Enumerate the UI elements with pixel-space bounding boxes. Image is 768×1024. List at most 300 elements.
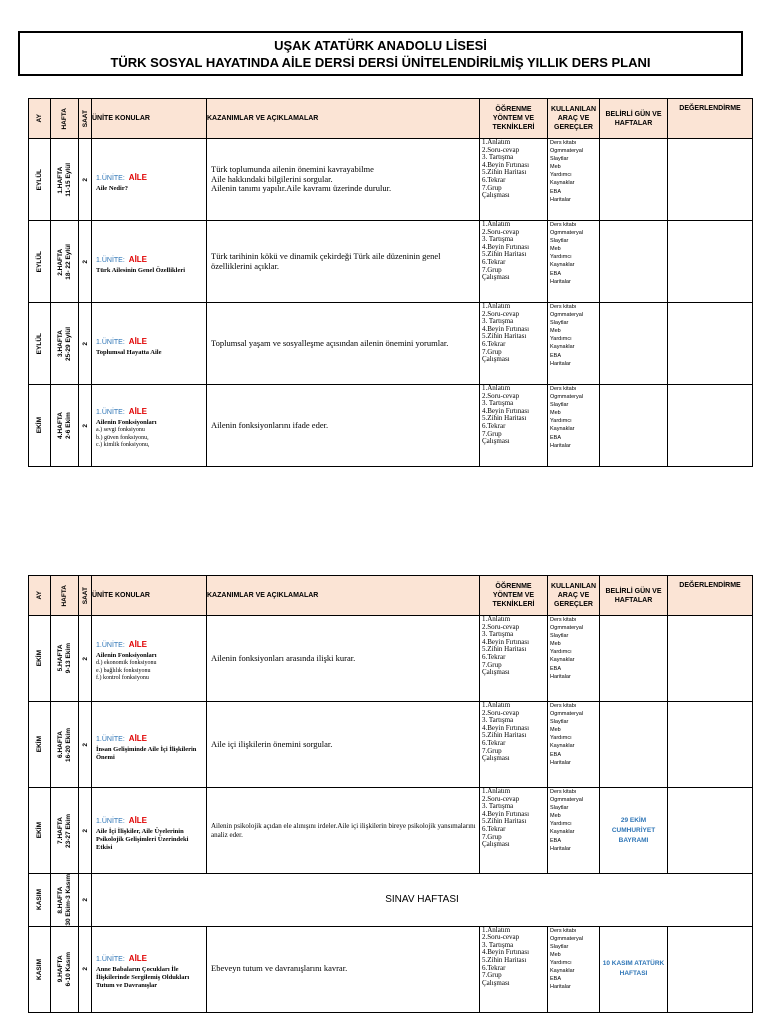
plan-title: TÜRK SOSYAL HAYATINDA AİLE DERSİ DERSİ ÜNİTELENDİRİLMİŞ YILLIK DERS PLANI <box>110 55 651 70</box>
method-item: 2.Soru-cevap <box>482 933 520 942</box>
method-item: 6.Tekrar <box>482 738 506 747</box>
week-dates: 16-20 Ekim <box>64 727 72 762</box>
method-item: 3. Tartışma <box>482 802 514 811</box>
method-item: Çalışması <box>482 191 510 200</box>
method-item: 3. Tartışma <box>482 399 514 408</box>
material-item: Ders kitabı <box>550 386 577 392</box>
method-item: 1.Anlatım <box>482 384 511 392</box>
material-item: Kaynaklar <box>550 829 575 836</box>
outcome-text: Ailenin tanımı yapılır.Aile kavramı üzerinde durulur. <box>211 183 392 194</box>
special-day-cell <box>600 788 668 874</box>
material-item: EBA <box>550 352 562 359</box>
topic-title: Ailenin Fonksiyonları <box>96 419 157 427</box>
material-item: Haritalar <box>550 845 571 852</box>
exam-week-label: SINAV HAFTASI <box>385 894 459 906</box>
table-header-row <box>29 576 753 616</box>
material-item: Meb <box>550 410 561 417</box>
unit-name: AİLE <box>128 407 148 417</box>
method-item: 1.Anlatım <box>482 701 511 709</box>
material-item: Kaynaklar <box>550 743 575 750</box>
hours-cell <box>79 926 92 1012</box>
unit-number: 1.ÜNİTE: <box>96 735 125 743</box>
month-label: KASIM <box>35 958 43 980</box>
material-item: Meb <box>550 164 561 171</box>
method-item: 7.Grup <box>482 832 502 841</box>
header-ay: AY <box>29 99 51 139</box>
method-item: Çalışması <box>482 273 510 282</box>
plan-table-2 <box>28 575 753 1013</box>
methods-cell <box>480 139 548 221</box>
method-item: 4.Beyin Fırtınası <box>482 324 530 333</box>
material-item: Ogmmateryal <box>550 711 584 718</box>
topic-title: Ailenin Fonksiyonları <box>96 652 157 660</box>
method-item: Çalışması <box>482 840 510 849</box>
material-item: Ogmmateryal <box>550 230 584 237</box>
evaluation-cell <box>668 616 753 702</box>
week-dates: 30 Ekim-3 Kasım <box>64 874 72 926</box>
hours-value: 2 <box>81 828 89 833</box>
method-item: 6.Tekrar <box>482 339 506 348</box>
material-item: Kaynaklar <box>550 657 575 664</box>
method-item: 4.Beyin Fırtınası <box>482 948 530 957</box>
hours-value: 2 <box>81 898 89 902</box>
week-dates: 11-15 Eylül <box>64 162 72 197</box>
week-dates: 23-27 Ekim <box>64 813 72 848</box>
method-item: 7.Grup <box>482 429 502 438</box>
hours-value: 2 <box>81 656 89 661</box>
evaluation-cell <box>668 702 753 788</box>
material-item: Yardımcı <box>550 336 572 343</box>
materials-cell <box>548 303 600 385</box>
material-item: Slaytlar <box>550 943 569 950</box>
week-label <box>57 163 73 197</box>
method-item: 3. Tartışma <box>482 940 514 949</box>
topic-title: Türk Ailesinin Genel Özellikleri <box>96 266 186 274</box>
special-day-cell <box>600 221 668 303</box>
month-label: EYLÜL <box>35 332 43 355</box>
unit-heading <box>96 728 206 746</box>
material-item: Slaytlar <box>550 238 569 245</box>
material-item: Slaytlar <box>550 156 569 163</box>
week-cell <box>51 303 79 385</box>
month-label: EKİM <box>35 736 43 753</box>
week-dates: 25-29 Eylül <box>64 326 72 361</box>
hours-cell <box>79 221 92 303</box>
evaluation-cell <box>668 926 753 1012</box>
method-item: Çalışması <box>482 437 510 446</box>
header-arac: KULLANILAN ARAÇ VE GEREÇLER <box>548 576 600 616</box>
unit-number: 1.ÜNİTE: <box>96 956 125 964</box>
week-cell <box>51 385 79 467</box>
material-item: Ogmmateryal <box>550 797 584 804</box>
method-item: 7.Grup <box>482 971 502 980</box>
method-item: 7.Grup <box>482 660 502 669</box>
unit-topic-cell <box>92 788 207 874</box>
unit-heading <box>96 634 206 652</box>
method-item: 2.Soru-cevap <box>482 227 520 236</box>
material-item: Haritalar <box>550 442 571 449</box>
unit-heading <box>96 249 206 267</box>
topic-title: Toplumsal Hayatta Aile <box>96 348 162 356</box>
topic-title: Aile Nedir? <box>96 184 128 192</box>
method-item: 7.Grup <box>482 746 502 755</box>
method-item: Çalışması <box>482 355 510 364</box>
week-cell <box>51 702 79 788</box>
week-cell <box>51 926 79 1012</box>
unit-name: AİLE <box>128 815 148 825</box>
method-item: 6.Tekrar <box>482 652 506 661</box>
header-gun: BELİRLİ GÜN VE HAFTALAR <box>600 576 668 616</box>
method-item: 5.Zihin Haritası <box>482 250 527 259</box>
material-item: Meb <box>550 951 561 958</box>
material-item: Haritalar <box>550 673 571 680</box>
week-dates: 9-13 Ekim <box>64 643 72 674</box>
header-saat: SAAT <box>79 576 92 616</box>
week-label <box>57 952 73 986</box>
outcome-cell <box>207 221 480 303</box>
header-gun: BELİRLİ GÜN VE HAFTALAR <box>600 99 668 139</box>
material-item: Yardımcı <box>550 735 572 742</box>
method-item: 1.Anlatım <box>482 138 511 146</box>
outcome-cell <box>207 303 480 385</box>
evaluation-cell <box>668 385 753 467</box>
outcome-text: Ailenin fonksiyonlarını ifade eder. <box>211 419 329 430</box>
hours-cell <box>79 702 92 788</box>
material-item: Ders kitabı <box>550 222 577 228</box>
month-cell <box>29 385 51 467</box>
material-item: EBA <box>550 665 562 672</box>
outcome-text: Toplumsal yaşam ve sosyalleşme açısından ailenin önemini yorumlar. <box>211 337 449 348</box>
hours-cell <box>79 874 92 927</box>
material-item: Yardımcı <box>550 960 572 967</box>
methods-cell <box>480 303 548 385</box>
outcome-cell <box>207 616 480 702</box>
special-day-label: 10 KASIM ATATÜRK HAFTASI <box>602 960 665 978</box>
material-item: EBA <box>550 188 562 195</box>
exam-week-cell <box>92 874 753 927</box>
material-item: Yardımcı <box>550 254 572 261</box>
header-degerlendirme: DEĞERLENDİRME <box>668 576 753 616</box>
material-item: Ders kitabı <box>550 617 577 623</box>
unit-number: 1.ÜNİTE: <box>96 256 125 264</box>
month-cell <box>29 926 51 1012</box>
material-item: Yardımcı <box>550 172 572 179</box>
outcome-text: Ailenin fonksiyonları arasında ilişki kurar. <box>211 652 356 663</box>
special-day-cell <box>600 616 668 702</box>
unit-heading <box>96 331 206 349</box>
material-item: Meb <box>550 328 561 335</box>
material-item: EBA <box>550 270 562 277</box>
unit-number: 1.ÜNİTE: <box>96 174 125 182</box>
method-item: 5.Zihin Haritası <box>482 817 527 826</box>
outcome-text: Aile içi ilişkilerin önemini sorgular. <box>211 738 333 749</box>
week-cell <box>51 788 79 874</box>
method-item: 3. Tartışma <box>482 153 514 162</box>
method-item: 7.Grup <box>482 347 502 356</box>
hours-value: 2 <box>81 259 89 264</box>
material-item: Haritalar <box>550 984 571 991</box>
materials-cell <box>548 702 600 788</box>
method-item: 2.Soru-cevap <box>482 145 520 154</box>
unit-name: AİLE <box>128 336 148 346</box>
material-item: Slaytlar <box>550 719 569 726</box>
week-number: 8.HAFTA <box>56 886 64 914</box>
materials-cell <box>548 139 600 221</box>
month-label: EKİM <box>35 822 43 839</box>
month-cell <box>29 702 51 788</box>
header-kazanim: KAZANIMLAR VE AÇIKLAMALAR <box>207 99 480 139</box>
hours-value: 2 <box>81 341 89 346</box>
material-item: EBA <box>550 751 562 758</box>
material-item: Haritalar <box>550 196 571 203</box>
month-label: EKİM <box>35 417 43 434</box>
material-item: Kaynaklar <box>550 968 575 975</box>
topic-title: Aile İçi İlişkiler, Aile Üyelerinin Psikolojik Gelişimleri Üzerindeki Etkisi <box>96 827 189 851</box>
hours-cell <box>79 616 92 702</box>
method-item: 5.Zihin Haritası <box>482 168 527 177</box>
week-label <box>57 874 73 926</box>
method-item: 4.Beyin Fırtınası <box>482 723 530 732</box>
method-item: Çalışması <box>482 978 510 987</box>
table-row <box>29 385 753 467</box>
method-item: 4.Beyin Fırtınası <box>482 809 530 818</box>
unit-topic-cell <box>92 139 207 221</box>
materials-cell <box>548 616 600 702</box>
methods-cell <box>480 788 548 874</box>
header-hafta: HAFTA <box>51 99 79 139</box>
hours-cell <box>79 303 92 385</box>
table-row <box>29 139 753 221</box>
method-item: 2.Soru-cevap <box>482 309 520 318</box>
method-item: Çalışması <box>482 754 510 763</box>
header-yontem: ÖĞRENME YÖNTEM VE TEKNİKLERİ <box>480 576 548 616</box>
hours-cell <box>79 139 92 221</box>
special-day-cell <box>600 303 668 385</box>
material-item: Ders kitabı <box>550 927 577 934</box>
outcome-text: Ebeveyn tutum ve davranışlarını kavrar. <box>211 963 348 974</box>
week-label <box>57 728 73 762</box>
method-item: 3. Tartışma <box>482 235 514 244</box>
method-item: 4.Beyin Fırtınası <box>482 406 530 415</box>
method-item: 5.Zihin Haritası <box>482 956 527 965</box>
evaluation-cell <box>668 303 753 385</box>
month-label: EYLÜL <box>35 250 43 273</box>
material-item: Ogmmateryal <box>550 935 584 942</box>
unit-name: AİLE <box>128 172 148 182</box>
method-item: 4.Beyin Fırtınası <box>482 160 530 169</box>
week-cell <box>51 221 79 303</box>
method-item: 5.Zihin Haritası <box>482 731 527 740</box>
table-row <box>29 616 753 702</box>
week-number: 5.HAFTA <box>56 645 64 672</box>
plan-table-1 <box>28 98 753 467</box>
method-item: 2.Soru-cevap <box>482 708 520 717</box>
week-cell <box>51 616 79 702</box>
hours-value: 2 <box>81 423 89 428</box>
material-item: Haritalar <box>550 759 571 766</box>
table-row <box>29 221 753 303</box>
materials-cell <box>548 385 600 467</box>
material-item: Meb <box>550 727 561 734</box>
unit-name: AİLE <box>128 733 148 743</box>
month-label: EYLÜL <box>35 168 43 191</box>
material-item: Slaytlar <box>550 633 569 640</box>
method-item: 2.Soru-cevap <box>482 391 520 400</box>
outcome-cell <box>207 139 480 221</box>
school-name: UŞAK ATATÜRK ANADOLU LİSESİ <box>274 38 487 53</box>
material-item: Kaynaklar <box>550 180 575 187</box>
material-item: Kaynaklar <box>550 262 575 269</box>
material-item: Ders kitabı <box>550 703 577 709</box>
table-row <box>29 702 753 788</box>
evaluation-cell <box>668 139 753 221</box>
month-cell <box>29 139 51 221</box>
hours-value: 2 <box>81 742 89 747</box>
method-item: 6.Tekrar <box>482 963 506 972</box>
outcome-cell <box>207 788 480 874</box>
method-item: 6.Tekrar <box>482 257 506 266</box>
week-dates: 18- 22 Eylül <box>64 243 72 280</box>
outcome-cell <box>207 926 480 1012</box>
special-day-cell <box>600 702 668 788</box>
header-arac: KULLANILAN ARAÇ VE GEREÇLER <box>548 99 600 139</box>
method-item: 5.Zihin Haritası <box>482 414 527 423</box>
material-item: Ogmmateryal <box>550 625 584 632</box>
table-row <box>29 303 753 385</box>
material-item: Ders kitabı <box>550 789 577 795</box>
method-item: 4.Beyin Fırtınası <box>482 242 530 251</box>
outcome-text: Ailenin psikolojik açıdan ele alınışını irdeler.Aile içi ilişkilerin bireye psikolojik yansımalarını analiz eder. <box>211 822 476 839</box>
week-label <box>57 643 73 673</box>
header-degerlendirme: DEĞERLENDİRME <box>668 99 753 139</box>
week-number: 6.HAFTA <box>56 731 64 758</box>
methods-cell <box>480 616 548 702</box>
unit-name: AİLE <box>128 954 148 964</box>
week-number: 3.HAFTA <box>56 330 64 357</box>
material-item: EBA <box>550 837 562 844</box>
method-item: 3. Tartışma <box>482 630 514 639</box>
material-item: EBA <box>550 434 562 441</box>
document-title-box <box>18 31 743 76</box>
material-item: Ders kitabı <box>550 304 577 310</box>
method-item: 3. Tartışma <box>482 317 514 326</box>
unit-name: AİLE <box>128 254 148 264</box>
header-saat: SAAT <box>79 99 92 139</box>
week-number: 4.HAFTA <box>56 412 64 439</box>
outcome-cell <box>207 702 480 788</box>
hours-cell <box>79 385 92 467</box>
month-label: KASIM <box>35 889 43 911</box>
week-label <box>57 244 73 280</box>
unit-number: 1.ÜNİTE: <box>96 642 125 650</box>
method-item: 7.Grup <box>482 183 502 192</box>
table-row <box>29 874 753 927</box>
method-item: 1.Anlatım <box>482 787 511 795</box>
table-row <box>29 926 753 1012</box>
methods-cell <box>480 926 548 1012</box>
week-cell <box>51 874 79 927</box>
materials-cell <box>548 926 600 1012</box>
unit-heading <box>96 167 206 185</box>
evaluation-cell <box>668 788 753 874</box>
method-item: Çalışması <box>482 668 510 677</box>
header-unite: ÜNİTE KONULAR <box>92 576 207 616</box>
topic-subitem: c.) kimlik fonksiyonu, <box>96 442 150 449</box>
header-hafta: HAFTA <box>51 576 79 616</box>
unit-heading <box>96 810 206 828</box>
topic-subitem: d.) ekonomik fonksiyonu <box>96 660 157 667</box>
week-dates: 2-6 Ekim <box>64 412 72 439</box>
month-cell <box>29 874 51 927</box>
unit-number: 1.ÜNİTE: <box>96 817 125 825</box>
unit-heading <box>96 948 206 966</box>
material-item: Meb <box>550 641 561 648</box>
methods-cell <box>480 702 548 788</box>
materials-cell <box>548 788 600 874</box>
method-item: 5.Zihin Haritası <box>482 645 527 654</box>
unit-heading <box>96 401 206 419</box>
method-item: 6.Tekrar <box>482 824 506 833</box>
material-item: Slaytlar <box>550 320 569 327</box>
method-item: 1.Anlatım <box>482 302 511 310</box>
week-number: 1.HAFTA <box>56 166 64 193</box>
outcome-text: Türk toplumunda ailenin önemini kavrayabilme <box>211 164 374 175</box>
month-cell <box>29 221 51 303</box>
method-item: 2.Soru-cevap <box>482 794 520 803</box>
topic-subitem: a.) sevgi fonksiyonu <box>96 427 145 434</box>
material-item: Yardımcı <box>550 649 572 656</box>
unit-name: AİLE <box>128 640 148 650</box>
unit-number: 1.ÜNİTE: <box>96 338 125 346</box>
table-row <box>29 788 753 874</box>
special-day-cell <box>600 385 668 467</box>
method-item: 6.Tekrar <box>482 175 506 184</box>
topic-subitem: b.) güven fonksiyonu, <box>96 434 149 441</box>
unit-topic-cell <box>92 702 207 788</box>
materials-cell <box>548 221 600 303</box>
special-day-cell <box>600 926 668 1012</box>
methods-cell <box>480 221 548 303</box>
material-item: Kaynaklar <box>550 426 575 433</box>
material-item: Yardımcı <box>550 821 572 828</box>
method-item: 4.Beyin Fırtınası <box>482 637 530 646</box>
table-header-row <box>29 99 753 139</box>
week-cell <box>51 139 79 221</box>
methods-cell <box>480 385 548 467</box>
unit-number: 1.ÜNİTE: <box>96 409 125 417</box>
unit-topic-cell <box>92 926 207 1012</box>
material-item: Meb <box>550 813 561 820</box>
method-item: 7.Grup <box>482 265 502 274</box>
material-item: Slaytlar <box>550 805 569 812</box>
header-ay: AY <box>29 576 51 616</box>
method-item: 1.Anlatım <box>482 926 511 934</box>
outcome-text: Aile hakkındaki bilgilerini sorgular. <box>211 173 333 184</box>
method-item: 3. Tartışma <box>482 716 514 725</box>
week-number: 2.HAFTA <box>56 248 64 275</box>
method-item: 5.Zihin Haritası <box>482 332 527 341</box>
material-item: Haritalar <box>550 360 571 367</box>
hours-value: 2 <box>81 177 89 182</box>
topic-title: İnsan Gelişiminde Aile İçi İlişkilerin Önemi <box>96 745 197 761</box>
month-cell <box>29 303 51 385</box>
material-item: Kaynaklar <box>550 344 575 351</box>
evaluation-cell <box>668 221 753 303</box>
week-number: 7.HAFTA <box>56 817 64 844</box>
material-item: Meb <box>550 246 561 253</box>
topic-title: Anne Babaların Çocukları İle İlişkilerinde Sergilemiş Oldukları Tutum ve Davranışlar <box>96 966 190 990</box>
month-cell <box>29 788 51 874</box>
